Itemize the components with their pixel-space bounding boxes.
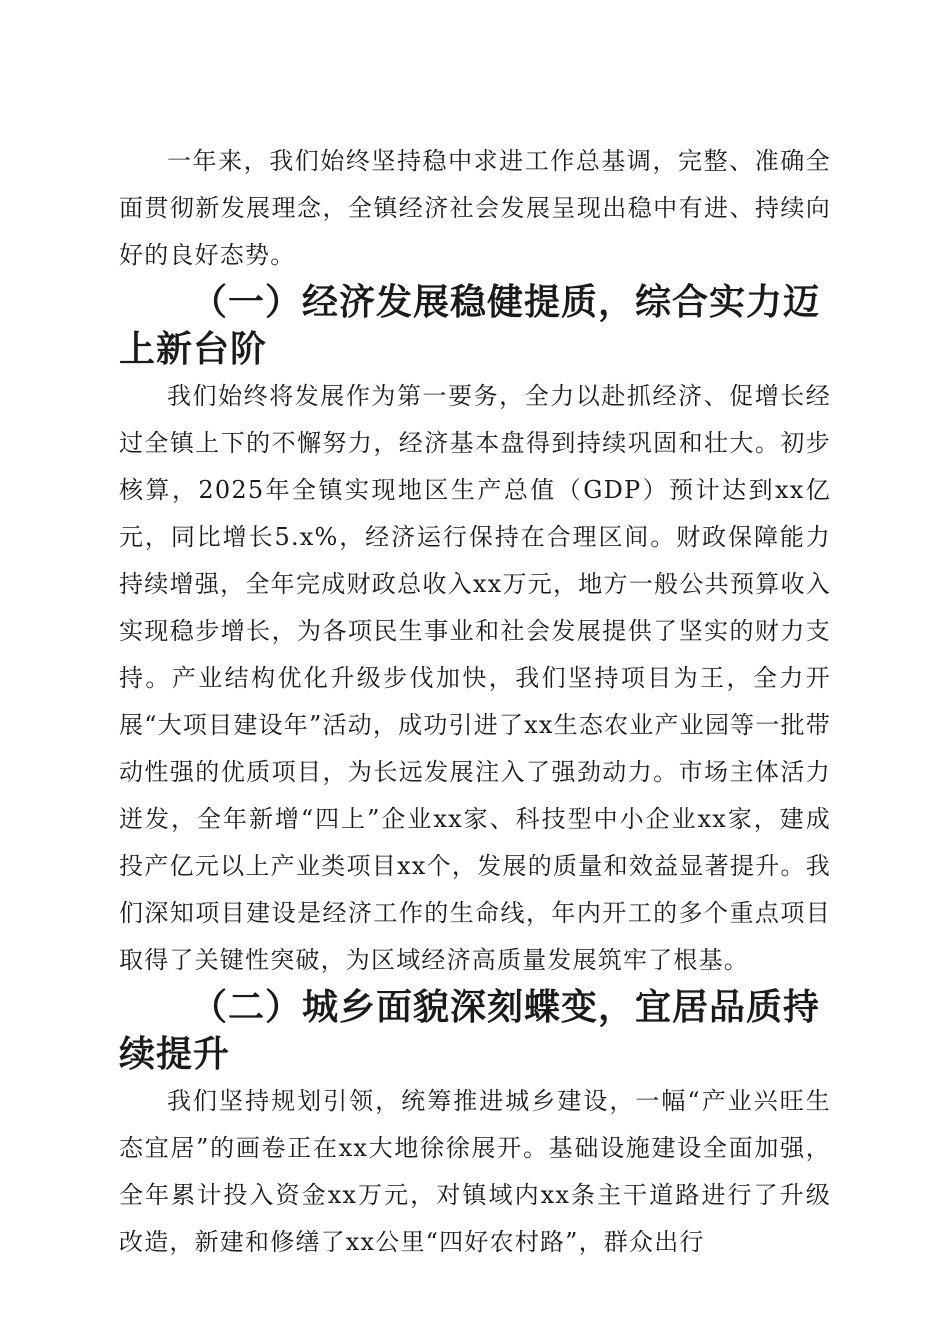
section-heading-1: （一）经济发展稳健提质，综合实力迈上新台阶	[119, 282, 821, 370]
section-2-paragraph: 我们坚持规划引领，统筹推进城乡建设，一幅“产业兴旺生态宜居”的画卷正在xx大地徐徐展开。基础设施建设全面加强，全年累计投入资金xx万元，对镇域内xx条主干道路进行了升级改造，新建和修缮了xx公里“四好农村路”，群众出行	[119, 1087, 831, 1256]
document-body	[119, 138, 831, 1266]
intro-paragraph: 一年来，我们始终坚持稳中求进工作总基调，完整、准确全面贯彻新发展理念，全镇经济社会发展呈现出稳中有进、持续向好的良好态势。	[119, 147, 831, 269]
section-heading-2: （二）城乡面貌深刻蝶变，宜居品质持续提升	[119, 987, 821, 1075]
section-1-paragraph: 我们始终将发展作为第一要务，全力以赴抓经济、促增长经过全镇上下的不懈努力，经济基本盘得到持续巩固和壮大。初步核算，2025年全镇实现地区生产总值（GDP）预计达到xx亿元，同比增长5.x%，经济运行保持在合理区间。财政保障能力持续增强，全年完成财政总收入xx万元，地方一般公共预算收入实现稳步增长，为各项民生事业和社会发展提供了坚实的财力支持。产业结构优化升级步伐加快，我们坚持项目为王，全力开展“大项目建设年”活动，成功引进了xx生态农业产业园等一批带动性强的优质项目，为长远发展注入了强劲动力。市场主体活力迸发，全年新增“四上”企业xx家、科技型中小企业xx家，建成投产亿元以上产业类项目xx个，发展的质量和效益显著提升。我们深知项目建设是经济工作的生命线，年内开工的多个重点项目取得了关键性突破，为区域经济高质量发展筑牢了根基。	[119, 382, 831, 974]
